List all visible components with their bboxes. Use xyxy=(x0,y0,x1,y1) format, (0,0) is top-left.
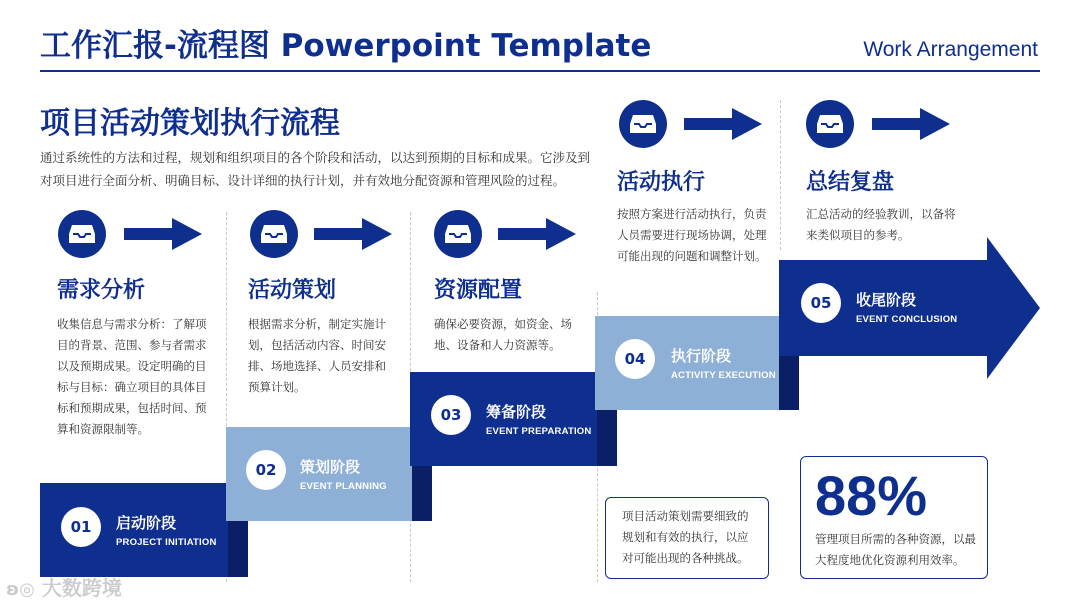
page-title: 工作汇报-流程图 Powerpoint Template xyxy=(40,28,652,64)
column-title: 活动执行 xyxy=(617,170,706,195)
column-text: 按照方案进行活动执行，负责人员需要进行现场协调，处理可能出现的问题和调整计划。 xyxy=(617,207,767,263)
column-text: 收集信息与需求分析：了解项目的背景、范围、参与者需求以及预期成果。设定明确的目标与目标：确立项目的具体目标和预期成果，包括时间、预算和资源限制等。 xyxy=(57,317,207,436)
stage-subtitle: PROJECT INITIATION xyxy=(116,537,217,548)
right-arrow-icon xyxy=(872,108,950,140)
stage-title: 启动阶段 xyxy=(116,514,177,532)
watermark-text: 大数跨境 xyxy=(41,576,122,600)
stage-subtitle: EVENT PREPARATION xyxy=(486,426,592,437)
column-text: 汇总活动的经验教训，以备将来类似项目的参考。 xyxy=(806,207,956,242)
stat-text: 管理项目所需的各种资源，以最大程度地优化资源利用效率。 xyxy=(815,532,976,567)
stage-title: 执行阶段 xyxy=(671,347,732,365)
stat-value: 88% xyxy=(815,464,928,527)
right-arrow-icon xyxy=(314,218,392,250)
stage-title: 收尾阶段 xyxy=(856,291,917,309)
stage-title: 筹备阶段 xyxy=(486,403,547,421)
inbox-tray-icon xyxy=(250,210,298,258)
inbox-tray-icon xyxy=(434,210,482,258)
stage-title: 策划阶段 xyxy=(300,458,361,476)
inbox-tray-icon xyxy=(619,100,667,148)
right-arrow-icon xyxy=(498,218,576,250)
stage-number: 01 xyxy=(61,507,101,547)
watermark-logo-icon: ʚ◎ xyxy=(6,579,35,600)
column-text: 确保必要资源，如资金、场地、设备和人力资源等。 xyxy=(434,317,572,352)
right-arrow-icon xyxy=(684,108,762,140)
column-title: 活动策划 xyxy=(248,278,337,303)
watermark xyxy=(6,572,122,601)
column-title: 资源配置 xyxy=(434,278,523,303)
note-box xyxy=(605,497,769,579)
stat-box xyxy=(800,456,988,579)
note-text: 项目活动策划需要细致的规划和有效的执行，以应对可能出现的各种挑战。 xyxy=(622,509,749,565)
stage-subtitle: EVENT CONCLUSION xyxy=(856,314,958,325)
column-title: 总结复盘 xyxy=(806,170,895,195)
stage-number: 02 xyxy=(246,450,286,490)
stage-subtitle: EVENT PLANNING xyxy=(300,481,387,492)
inbox-tray-icon xyxy=(58,210,106,258)
stage-number: 03 xyxy=(431,395,471,435)
inbox-tray-icon xyxy=(806,100,854,148)
column-text: 根据需求分析，制定实施计划，包括活动内容、时间安排、场地选择、人员安排和预算计划。 xyxy=(248,317,386,394)
stage-subtitle: ACTIVITY EXECUTION xyxy=(671,370,776,381)
stage-number: 04 xyxy=(615,339,655,379)
section-title: 项目活动策划执行流程 xyxy=(40,106,340,141)
right-arrow-icon xyxy=(124,218,202,250)
header-right-label: Work Arrangement xyxy=(863,38,1038,61)
section-intro: 通过系统性的方法和过程，规划和组织项目的各个阶段和活动，以达到预期的目标和成果。它涉及到对项目进行全面分析、明确目标、设计详细的执行计划，并有效地分配资源和管理风险的过程。 xyxy=(40,150,591,188)
column-title: 需求分析 xyxy=(57,278,146,303)
stage-number: 05 xyxy=(801,283,841,323)
